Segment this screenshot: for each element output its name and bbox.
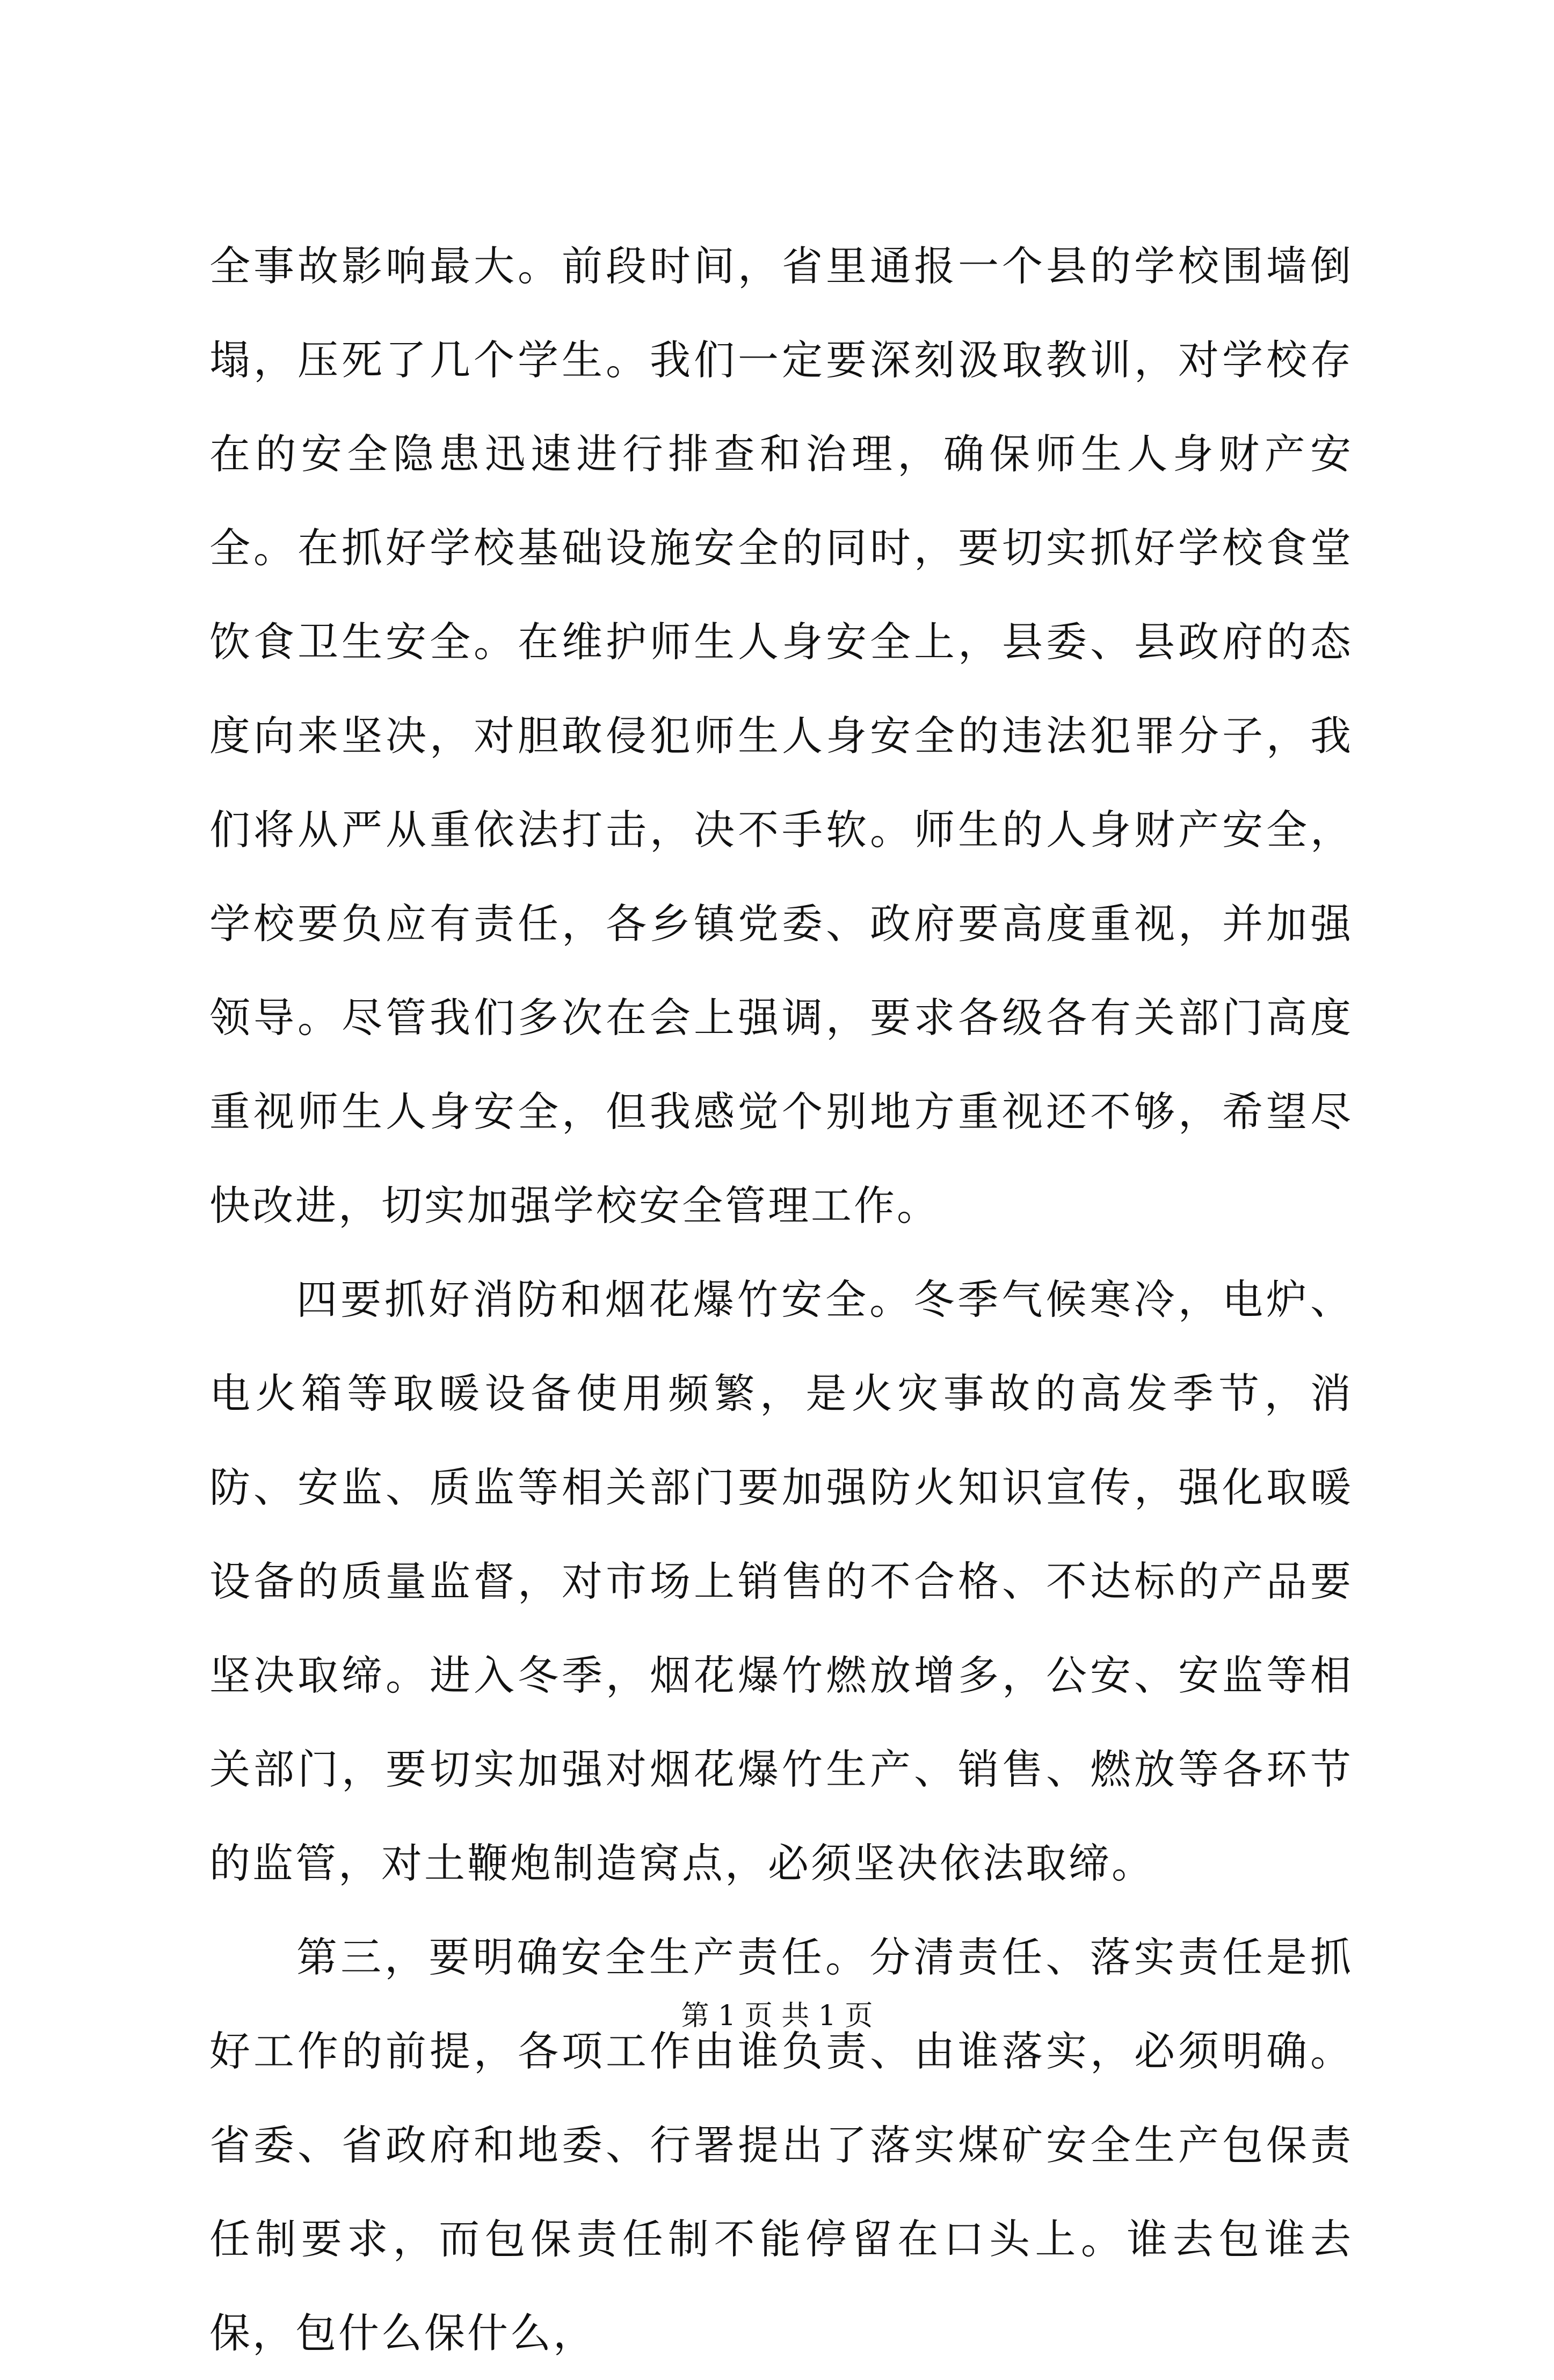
paragraph-responsibility: 第三，要明确安全生产责任。分清责任、落实责任是抓好工作的前提，各项工作由谁负责、由谁落实，必须明确。省委、省政府和地委、行署提出了落实煤矿安全生产包保责任制要求，而包保责任制不能停留在口头上。谁去包谁去保，包什么保什么， xyxy=(209,1933,1353,2357)
paragraph-continued: 全事故影响最大。前段时间，省里通报一个县的学校围墙倒塌，压死了几个学生。我们一定要深刻汲取教训，对学校存在的安全隐患迅速进行排查和治理，确保师生人身财产安全。在抓好学校基础设施安全的同时，要切实抓好学校食堂饮食卫生安全。在维护师生人身安全上，县委、县政府的态度向来坚决，对胆敢侵犯师生人身安全的违法犯罪分子，我们将从严从重依法打击，决不手软。师生的人身财产安全，学校要负应有责任，各乡镇党委、政府要高度重视，并加强领导。尽管我们多次在会上强调，要求各级各有关部门高度重视师生人身安全，但我感觉个别地方重视还不够，希望尽快改进，切实加强学校安全管理工作。 xyxy=(209,242,1353,1229)
page-footer: 第 1 页 共 1 页 xyxy=(681,2000,873,2032)
document-body xyxy=(209,219,1353,2380)
paragraph-fire-safety: 四要抓好消防和烟花爆竹安全。冬季气候寒冷，电炉、电火箱等取暖设备使用频繁，是火灾事故的高发季节，消防、安监、质监等相关部门要加强防火知识宣传，强化取暖设备的质量监督，对市场上销售的不合格、不达标的产品要坚决取缔。进入冬季，烟花爆竹燃放增多，公安、安监等相关部门，要切实加强对烟花爆竹生产、销售、燃放等各环节的监管，对土鞭炮制造窝点，必须坚决依法取缔。 xyxy=(209,1276,1353,1887)
